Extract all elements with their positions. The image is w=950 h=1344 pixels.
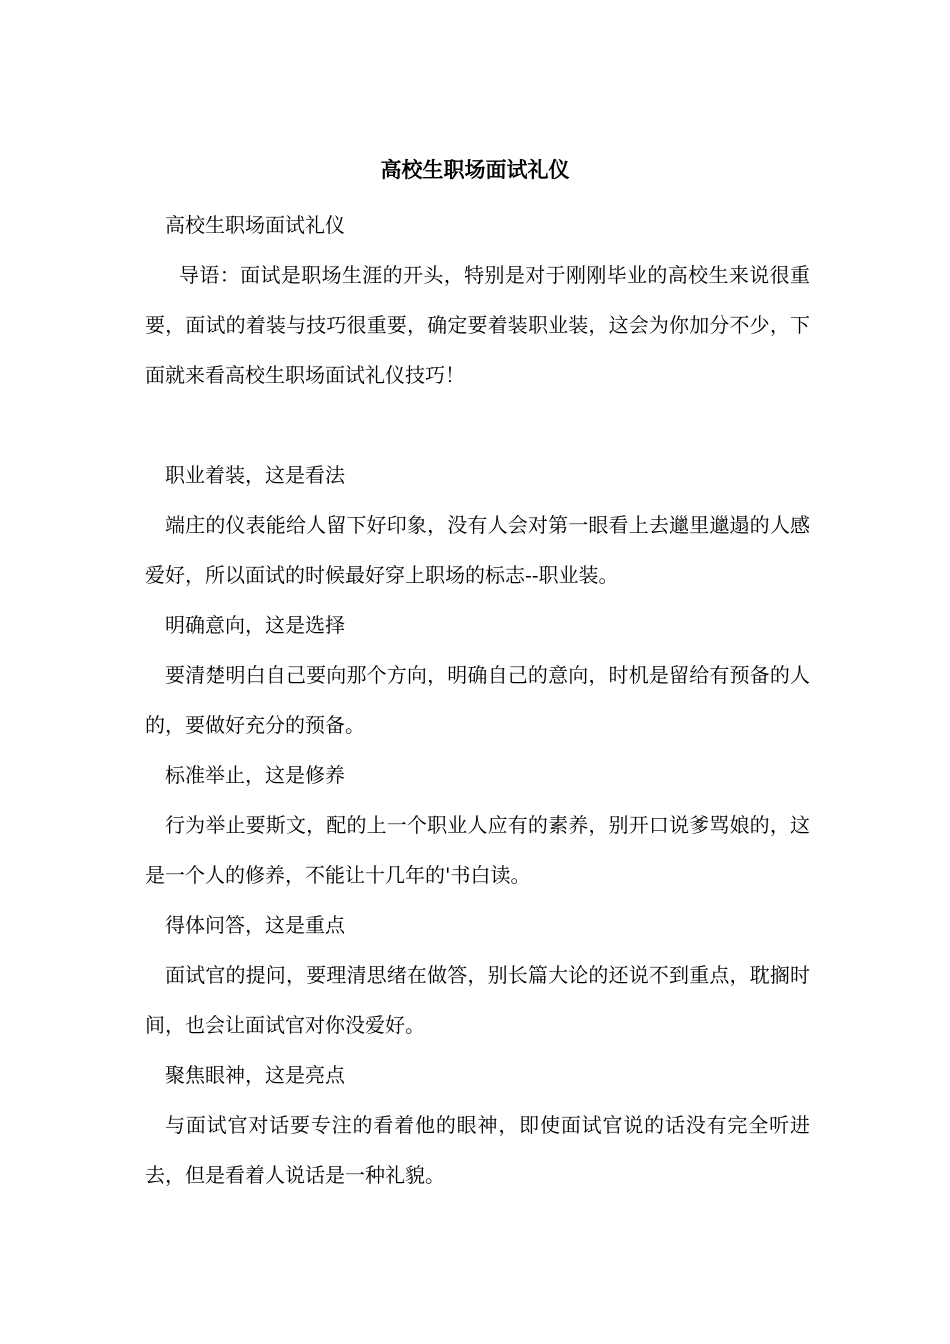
section-body: 端庄的仪表能给人留下好印象，没有人会对第一眼看上去邋里邋遢的人感爱好，所以面试的时候最好穿上职场的标志--职业装。: [145, 513, 810, 587]
section-heading: 职业着装，这是看法: [165, 463, 345, 487]
blank-line: [145, 400, 810, 450]
section-body: 要清楚明白自己要向那个方向，明确自己的意向，时机是留给有预备的人的，要做好充分的预备。: [145, 663, 810, 737]
section-body: 行为举止要斯文，配的上一个职业人应有的素养，别开口说爹骂娘的，这是一个人的修养，不能让十几年的'书白读。: [145, 813, 810, 887]
section-heading: 标准举止，这是修养: [165, 763, 345, 787]
section-heading: 聚焦眼神，这是亮点: [165, 1063, 345, 1087]
section-heading: 明确意向，这是选择: [165, 613, 345, 637]
section-body: 与面试官对话要专注的看着他的眼神，即使面试官说的话没有完全听进去，但是看着人说话是一种礼貌。: [145, 1113, 810, 1187]
document-body: [145, 200, 810, 1200]
section-heading: 得体问答，这是重点: [165, 913, 345, 937]
document-title: 高校生职场面试礼仪: [380, 157, 570, 182]
subtitle: 高校生职场面试礼仪: [165, 213, 345, 237]
section-body: 面试官的提问，要理清思绪在做答，别长篇大论的还说不到重点，耽搁时间，也会让面试官对你没爱好。: [145, 963, 810, 1037]
intro-paragraph: 导语：面试是职场生涯的开头，特别是对于刚刚毕业的高校生来说很重要，面试的着装与技巧很重要，确定要着装职业装，这会为你加分不少，下面就来看高校生职场面试礼仪技巧！: [145, 263, 810, 387]
